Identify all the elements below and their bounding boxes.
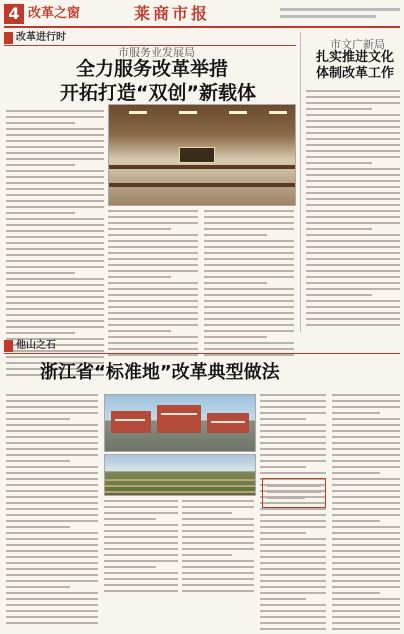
masthead xyxy=(4,4,400,28)
main-story-body-col2 xyxy=(108,210,198,360)
issue-meta xyxy=(280,4,400,18)
pull-quote-box xyxy=(262,478,326,508)
industrial-building-photo xyxy=(104,394,256,452)
side-story-headline-line2: 体制改革工作 xyxy=(316,66,395,81)
bottom-story-body-col1 xyxy=(6,394,98,628)
main-story-body-col3 xyxy=(204,210,294,360)
page-number: 4 xyxy=(4,4,24,24)
section-marker-icon xyxy=(4,32,13,44)
bottom-story-headline: 浙江省“标准地”改革典型做法 xyxy=(40,362,280,383)
bottom-story-body-col2 xyxy=(104,500,178,596)
store-interior-photo xyxy=(108,104,296,206)
store-sign-icon xyxy=(179,147,215,163)
section-bar-elsewhere xyxy=(4,340,400,352)
main-story-kicker: 市服务业发展局 xyxy=(118,46,195,59)
page-section-name: 改革之窗 xyxy=(28,6,81,21)
main-story-headline-line1: 全力服务改革举措 xyxy=(76,58,229,80)
section-label: 改革进行时 xyxy=(16,32,66,43)
bottom-story-body-col5 xyxy=(332,394,400,634)
column-divider xyxy=(300,32,301,332)
section-label: 他山之石 xyxy=(16,340,56,351)
side-story-body xyxy=(306,90,400,330)
bottom-story-body-col4 xyxy=(260,394,326,634)
section-marker-icon xyxy=(4,340,13,352)
main-story-headline-line2: 开拓打造“双创”新载体 xyxy=(60,82,256,104)
side-story-headline-line1: 扎实推进文化 xyxy=(316,50,395,65)
field-site-photo xyxy=(104,454,256,496)
side-story-kicker: 市文广新局 xyxy=(330,38,385,51)
section-bar-reform xyxy=(4,32,296,44)
newspaper-brand: 莱商市报 xyxy=(134,4,211,23)
bottom-story-body-col3 xyxy=(182,500,254,596)
